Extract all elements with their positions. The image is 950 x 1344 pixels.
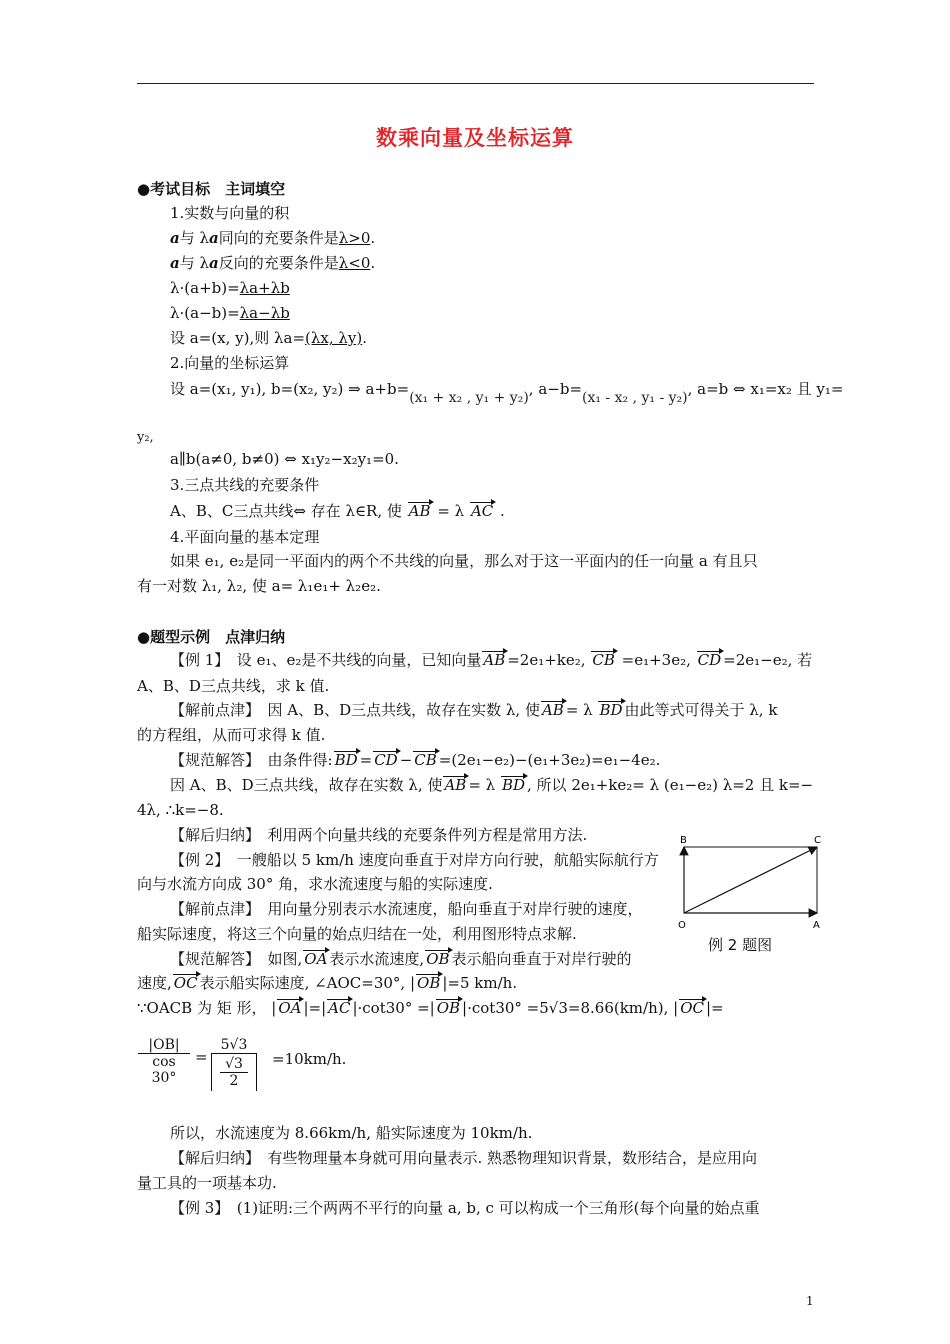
text-line: A、B、C三点共线⇔ 存在 λ∈R, 使 AB = λ AC . xyxy=(170,502,505,520)
text-line: λ·(a−b)=λa−λb xyxy=(170,304,290,322)
text-line: 4λ, ∴k=−8. xyxy=(137,801,224,819)
fraction-ob-over-cos30: $\frac{|OB|}{\cos 30^\circ}$ xyxy=(138,1037,190,1086)
text-line: a与 λa反向的充要条件是λ<0. xyxy=(170,254,376,272)
label-c: C xyxy=(814,835,821,846)
fraction-5root3-over-root3-half: 5√3 √3 2 xyxy=(211,1037,257,1091)
text-line: y₂, xyxy=(137,430,154,445)
text-line: 有一对数 λ₁, λ₂, 使 a= λ₁e₁+ λ₂e₂. xyxy=(137,577,381,595)
text-line: 【解后归纳】 利用两个向量共线的充要条件列方程是常用方法. xyxy=(170,826,588,844)
header-rule xyxy=(137,83,814,84)
text-line: 速度, OC 表示船实际速度, ∠AOC=30°, | OB |=5 km/h. xyxy=(137,974,518,992)
label-a: A xyxy=(813,920,820,931)
text-line: 【解前点津】 因 A、B、D三点共线，故存在实数 λ, 使 AB = λ BD 由此等式可得关于 λ, k xyxy=(170,701,778,719)
text-line: ∵OACB 为 矩 形， | OA |=| AC |·cot30° =| OB |·cot30° =5√3=8.66(km/h), | OC |= xyxy=(137,999,724,1017)
text-line: =10km/h. xyxy=(272,1050,347,1068)
text-line: 【解前点津】 用向量分别表示水流速度，船向垂直于对岸行驶的速度， xyxy=(170,900,643,918)
text-line: 船实际速度，将这三个向量的始点归结在一处，利用图形特点求解. xyxy=(137,925,577,943)
text-line: λ·(a+b)=λa+λb xyxy=(170,279,290,297)
text-line: 2.向量的坐标运算 xyxy=(170,354,290,372)
label-b: B xyxy=(680,835,687,846)
text-line: 【解后归纳】 有些物理量本身就可用向量表示. 熟悉物理知识背景，数形结合，是应用向 xyxy=(170,1149,758,1167)
text-line: 向与水流方向成 30° 角，求水流速度与船的实际速度. xyxy=(137,875,493,893)
text-line: 【规范解答】 由条件得: BD = CD − CB =(2e₁−e₂)−(e₁+3e₂)=e₁−4e₂. xyxy=(170,751,661,769)
text-line: 1.实数与向量的积 xyxy=(170,204,290,222)
vector-oc xyxy=(684,847,817,913)
text-line: 所以，水流速度为 8.66km/h, 船实际速度为 10km/h. xyxy=(170,1124,533,1142)
text-line: A、B、D三点共线，求 k 值. xyxy=(137,677,330,695)
text-line: 因 A、B、D三点共线，故存在实数 λ, 使 AB = λ BD , 所以 2e₁+ke₂= λ (e₁−e₂) λ=2 且 k=− xyxy=(170,776,814,794)
label-o: O xyxy=(678,920,686,931)
text-line: 3.三点共线的充要条件 xyxy=(170,476,320,494)
text-line: a∥b(a≠0, b≠0) ⇔ x₁y₂−x₂y₁=0. xyxy=(170,450,399,468)
text-line: 如果 e₁, e₂是同一平面内的两个不共线的向量，那么对于这一平面内的任一向量 a 有且只 xyxy=(170,552,758,570)
example-2-figure xyxy=(672,830,832,935)
text-line: 4.平面向量的基本定理 xyxy=(170,528,320,546)
text-line: 【规范解答】 如图, OA 表示水流速度, OB 表示船向垂直于对岸行驶的 xyxy=(170,950,632,968)
text-line: 设 a=(x₁, y₁), b=(x₂, y₂) ⇒ a+b=(x₁ + x₂ , y₁ + y₂), a−b=(x₁ - x₂ , y₁ - y₂), a=b ⇔ x₁=x₂ 且 y₁= xyxy=(170,380,844,406)
equals-sign: = xyxy=(195,1048,208,1066)
figure-caption: 例 2 题图 xyxy=(708,936,773,954)
text-line: 量工具的一项基本功. xyxy=(137,1174,277,1192)
text-line: 【例 3】 (1)证明:三个两两不平行的向量 a, b, c 可以构成一个三角形(每个向量的始点重 xyxy=(170,1199,760,1217)
text-line: 【例 2】 一艘船以 5 km/h 速度向垂直于对岸方向行驶，航船实际航行方 xyxy=(170,851,659,869)
section-heading-examples: ●题型示例 点津归纳 xyxy=(137,628,286,646)
text-line: 的方程组，从而可求得 k 值. xyxy=(137,726,326,744)
text-line: a与 λa同向的充要条件是λ>0. xyxy=(170,229,376,247)
section-heading-goals: ●考试目标 主词填空 xyxy=(137,180,286,198)
page-title: 数乘向量及坐标运算 xyxy=(376,126,574,150)
page-number: 1 xyxy=(806,1294,814,1308)
text-line: 【例 1】 设 e₁、e₂是不共线的向量，已知向量 AB =2e₁+ke₂, CB =e₁+3e₂, CD =2e₁−e₂, 若 xyxy=(170,651,813,669)
text-line: 设 a=(x, y),则 λa=(λx, λy). xyxy=(170,329,367,347)
